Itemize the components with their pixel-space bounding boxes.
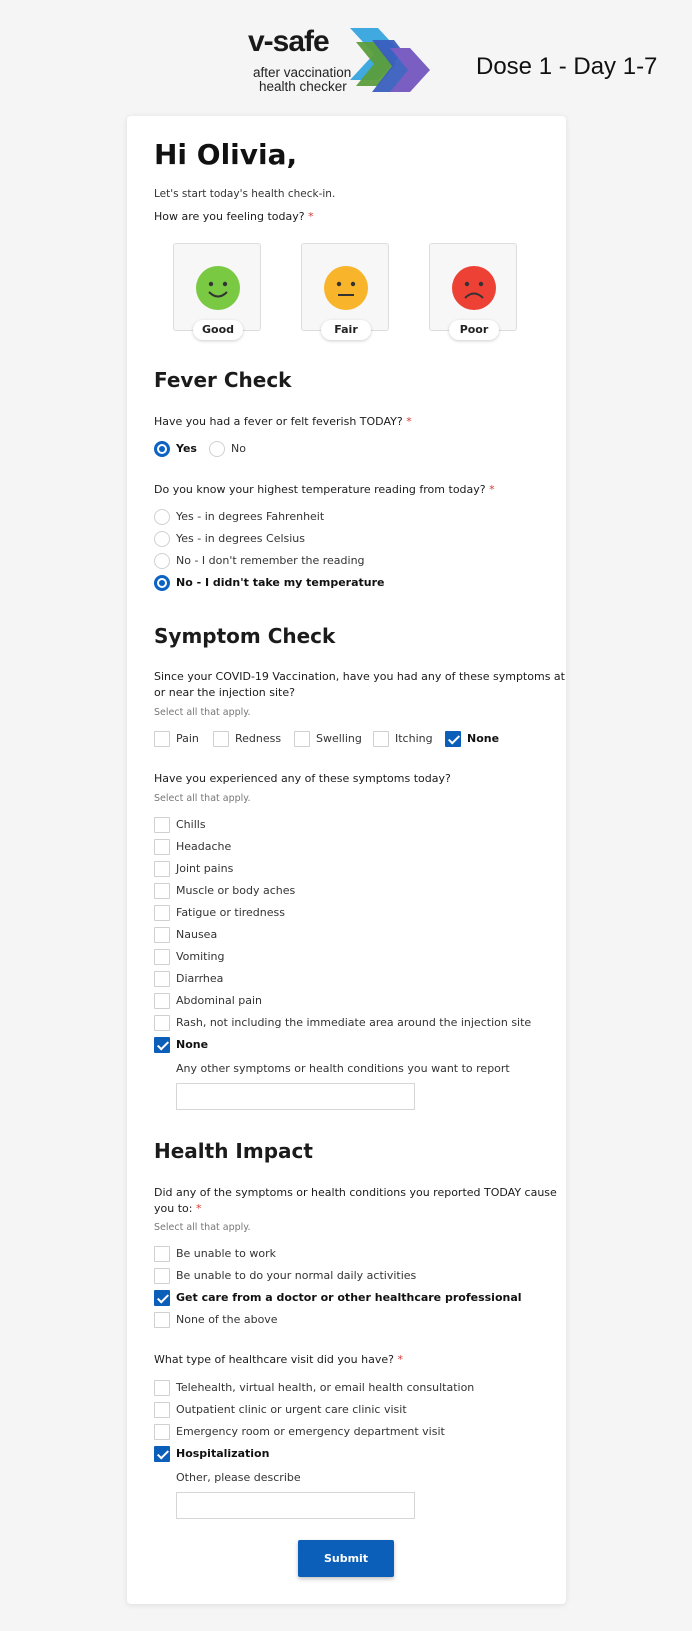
vsafe-logo — [248, 26, 438, 98]
symptom-fatigue-checkbox[interactable] — [154, 905, 170, 921]
select-all-hint: Select all that apply. — [154, 707, 251, 718]
symptom-headache-checkbox[interactable] — [154, 839, 170, 855]
fever-yes-label[interactable]: Yes — [176, 442, 197, 455]
fever-no-radio[interactable] — [209, 441, 225, 457]
feeling-question — [154, 210, 314, 223]
other-symptoms-label: Any other symptoms or health conditions you want to report — [176, 1062, 510, 1075]
temp-dont-remember-label[interactable]: No - I don't remember the reading — [176, 554, 365, 567]
today-symptoms-question: Have you experienced any of these symptoms today? — [154, 772, 451, 785]
injection-question-line2: or near the injection site? — [154, 686, 295, 699]
other-symptoms-input[interactable] — [176, 1083, 415, 1110]
injection-redness-label[interactable]: Redness — [235, 732, 282, 745]
impact-get-care-label[interactable]: Get care from a doctor or other healthcare professional — [176, 1291, 522, 1304]
visit-telehealth-label[interactable]: Telehealth, virtual health, or email health consultation — [176, 1381, 475, 1394]
page-header — [0, 0, 692, 110]
symptom-nausea-label[interactable]: Nausea — [176, 928, 218, 941]
logo-tagline-1: after vaccination — [253, 65, 352, 80]
symptom-abdominal-pain-checkbox[interactable] — [154, 993, 170, 1009]
symptom-vomiting-label[interactable]: Vomiting — [176, 950, 225, 963]
injection-none-checkbox[interactable] — [445, 731, 461, 747]
select-all-hint: Select all that apply. — [154, 1222, 251, 1233]
required-mark: * — [489, 483, 495, 496]
visit-emergency-checkbox[interactable] — [154, 1424, 170, 1440]
visit-outpatient-checkbox[interactable] — [154, 1402, 170, 1418]
symptom-muscle-aches-label[interactable]: Muscle or body aches — [176, 884, 296, 897]
injection-pain-label[interactable]: Pain — [176, 732, 199, 745]
temp-celsius-label[interactable]: Yes - in degrees Celsius — [176, 532, 306, 545]
symptom-nausea-checkbox[interactable] — [154, 927, 170, 943]
temp-celsius-radio[interactable] — [154, 531, 170, 547]
neutral-face-icon — [323, 265, 369, 311]
impact-unable-activities-label[interactable]: Be unable to do your normal daily activities — [176, 1269, 417, 1282]
fever-question-text: Have you had a fever or felt feverish TODAY? — [154, 415, 403, 428]
temperature-question — [154, 483, 495, 496]
symptom-none-label[interactable]: None — [176, 1038, 209, 1051]
temp-not-taken-radio[interactable] — [154, 575, 170, 591]
visit-hospitalization-label[interactable]: Hospitalization — [176, 1447, 270, 1460]
injection-swelling-checkbox[interactable] — [294, 731, 310, 747]
visit-telehealth-checkbox[interactable] — [154, 1380, 170, 1396]
impact-none-label[interactable]: None of the above — [176, 1313, 278, 1326]
symptom-joint-pains-checkbox[interactable] — [154, 861, 170, 877]
impact-question-line1: Did any of the symptoms or health conditions you reported TODAY cause — [154, 1186, 557, 1199]
temp-not-taken-label[interactable]: No - I didn't take my temperature — [176, 576, 385, 589]
mood-poor-option[interactable] — [429, 243, 517, 336]
required-mark: * — [406, 415, 412, 428]
select-all-hint: Select all that apply. — [154, 793, 251, 804]
logo-tagline-2: health checker — [259, 79, 347, 94]
injection-swelling-label[interactable]: Swelling — [316, 732, 362, 745]
mood-good-option[interactable] — [173, 243, 261, 336]
symptom-none-checkbox[interactable] — [154, 1037, 170, 1053]
injection-none-label[interactable]: None — [467, 732, 500, 745]
symptom-rash-label[interactable]: Rash, not including the immediate area around the injection site — [176, 1016, 532, 1029]
temp-fahrenheit-label[interactable]: Yes - in degrees Fahrenheit — [176, 510, 325, 523]
greeting-title: Hi Olivia, — [154, 138, 298, 171]
visit-emergency-label[interactable]: Emergency room or emergency department visit — [176, 1425, 445, 1438]
fever-no-label[interactable]: No — [231, 442, 246, 455]
symptom-chills-checkbox[interactable] — [154, 817, 170, 833]
submit-button[interactable]: Submit — [298, 1540, 394, 1577]
impact-question-line2 — [154, 1202, 201, 1215]
injection-pain-checkbox[interactable] — [154, 731, 170, 747]
greeting-subtitle: Let's start today's health check-in. — [154, 188, 336, 200]
mood-fair-label: Fair — [321, 320, 371, 340]
other-visit-label: Other, please describe — [176, 1471, 301, 1484]
chevron-arrows-icon — [350, 28, 434, 94]
impact-get-care-checkbox[interactable] — [154, 1290, 170, 1306]
injection-question-line1: Since your COVID-19 Vaccination, have you had any of these symptoms at — [154, 670, 565, 683]
symptom-heading: Symptom Check — [154, 624, 336, 648]
sad-face-icon — [451, 265, 497, 311]
impact-unable-work-checkbox[interactable] — [154, 1246, 170, 1262]
symptom-diarrhea-label[interactable]: Diarrhea — [176, 972, 224, 985]
required-mark: * — [397, 1353, 403, 1366]
impact-unable-activities-checkbox[interactable] — [154, 1268, 170, 1284]
symptom-diarrhea-checkbox[interactable] — [154, 971, 170, 987]
injection-itching-label[interactable]: Itching — [395, 732, 433, 745]
fever-question — [154, 415, 412, 428]
symptom-vomiting-checkbox[interactable] — [154, 949, 170, 965]
required-mark: * — [195, 1202, 202, 1215]
smiley-face-icon — [195, 265, 241, 311]
required-mark: * — [308, 210, 314, 223]
mood-poor-label: Poor — [449, 320, 499, 340]
symptom-rash-checkbox[interactable] — [154, 1015, 170, 1031]
dose-label: Dose 1 - Day 1-7 — [476, 53, 658, 80]
symptom-fatigue-label[interactable]: Fatigue or tiredness — [176, 906, 285, 919]
mood-fair-option[interactable] — [301, 243, 389, 336]
feeling-question-text: How are you feeling today? — [154, 210, 305, 223]
injection-redness-checkbox[interactable] — [213, 731, 229, 747]
mood-good-label: Good — [193, 320, 243, 340]
other-visit-input[interactable] — [176, 1492, 415, 1519]
symptom-joint-pains-label[interactable]: Joint pains — [176, 862, 234, 875]
visit-type-question — [154, 1353, 403, 1366]
symptom-headache-label[interactable]: Headache — [176, 840, 232, 853]
impact-none-checkbox[interactable] — [154, 1312, 170, 1328]
health-check-form — [127, 116, 566, 1604]
health-impact-heading: Health Impact — [154, 1139, 313, 1163]
temp-dont-remember-radio[interactable] — [154, 553, 170, 569]
fever-heading: Fever Check — [154, 368, 292, 392]
symptom-abdominal-pain-label[interactable]: Abdominal pain — [176, 994, 263, 1007]
injection-itching-checkbox[interactable] — [373, 731, 389, 747]
visit-outpatient-label[interactable]: Outpatient clinic or urgent care clinic visit — [176, 1403, 407, 1416]
symptom-chills-label[interactable]: Chills — [176, 818, 206, 831]
temperature-question-text: Do you know your highest temperature reading from today? — [154, 483, 486, 496]
visit-type-question-text: What type of healthcare visit did you have? — [154, 1353, 394, 1366]
symptom-muscle-aches-checkbox[interactable] — [154, 883, 170, 899]
temp-fahrenheit-radio[interactable] — [154, 509, 170, 525]
fever-yes-radio[interactable] — [154, 441, 170, 457]
logo-wordmark: v-safe — [248, 25, 329, 58]
impact-question-line2-text: you to: — [154, 1202, 193, 1215]
impact-unable-work-label[interactable]: Be unable to work — [176, 1247, 276, 1260]
visit-hospitalization-checkbox[interactable] — [154, 1446, 170, 1462]
